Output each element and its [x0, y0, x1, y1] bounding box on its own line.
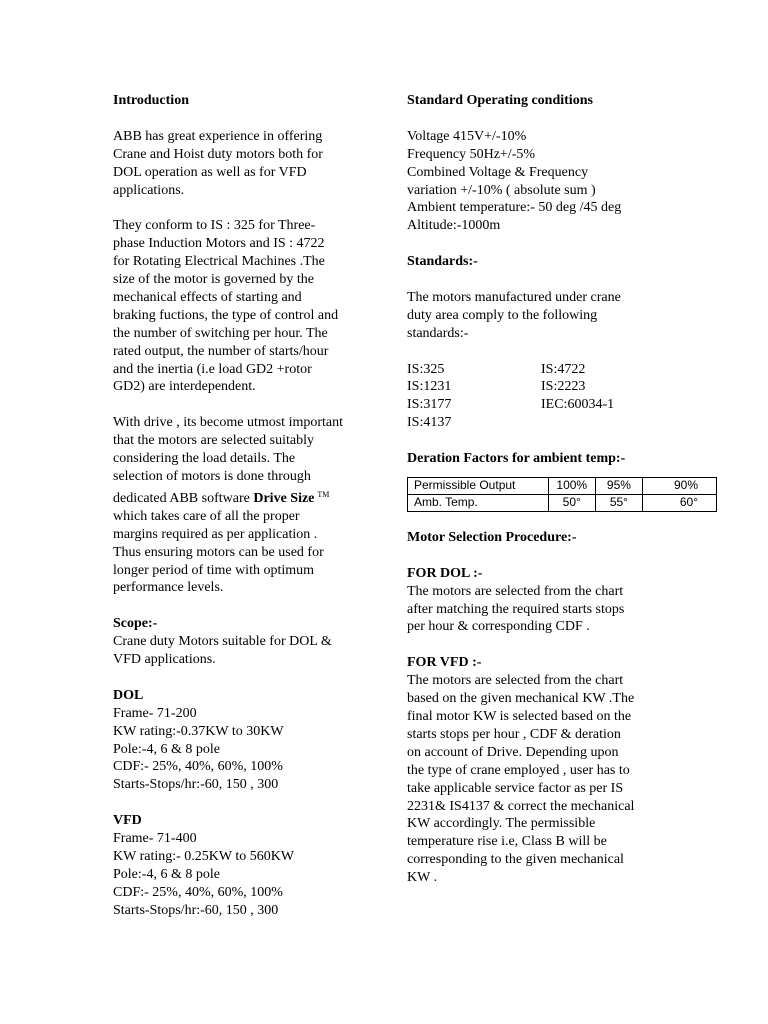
text-line: Combined Voltage & Frequency	[407, 164, 589, 180]
text-line: VFD applications.	[113, 652, 216, 668]
standard-item: IS:1231	[407, 379, 452, 395]
text-line: on account of Drive. Depending upon	[407, 744, 619, 760]
text-line: The motors are selected from the chart	[407, 673, 624, 689]
text-line: per hour & corresponding CDF .	[407, 619, 590, 635]
intro-paragraph-3	[113, 414, 378, 597]
text-line: Crane duty Motors suitable for DOL &	[113, 634, 332, 650]
text-line: performance levels.	[113, 580, 224, 596]
operating-conditions-heading: Standard Operating conditions	[407, 93, 593, 108]
for-vfd-text	[407, 672, 717, 887]
standard-item: IEC:60034-1	[541, 397, 615, 413]
text-line: variation +/-10% ( absolute sum )	[407, 182, 596, 198]
standards-intro	[407, 289, 717, 343]
text-line: which takes care of all the proper	[113, 508, 300, 524]
table-cell: 100%	[548, 477, 595, 494]
standard-item: IS:325	[407, 361, 445, 377]
left-column	[113, 92, 378, 920]
text-line: KW rating:-0.37KW to 30KW	[113, 723, 284, 739]
dol-specs	[113, 705, 378, 795]
text-line: They conform to IS : 325 for Three-	[113, 218, 316, 234]
right-column	[407, 92, 717, 887]
scope-heading: Scope:-	[113, 616, 158, 632]
scope-text	[113, 633, 378, 669]
text-line: the number of switching per hour. The	[113, 325, 328, 341]
motor-selection-heading: Motor Selection Procedure:-	[407, 529, 577, 545]
table-cell: 55°	[595, 494, 642, 511]
for-vfd-heading: FOR VFD :-	[407, 655, 482, 671]
drive-size-name: Drive Size	[253, 490, 315, 506]
text-line: final motor KW is selected based on the	[407, 708, 632, 724]
drive-size-line	[113, 491, 329, 506]
text-line: KW .	[407, 870, 438, 886]
text-line: KW accordingly. The permissible	[407, 816, 596, 832]
text-line: With drive , its become utmost important	[113, 415, 344, 431]
standard-item: IS:3177	[407, 397, 452, 413]
text-line: The motors manufactured under crane	[407, 289, 621, 305]
text-line: braking fuctions, the type of control and	[113, 307, 339, 323]
trademark-mark: TM	[317, 489, 330, 499]
text-line: Voltage 415V+/-10%	[407, 128, 527, 144]
text-line: corresponding to the given mechanical	[407, 852, 624, 868]
software-prefix: dedicated ABB software	[113, 490, 254, 506]
text-line: Altitude:-1000m	[407, 218, 501, 234]
text-line: size of the motor is governed by the	[113, 272, 315, 288]
text-line: GD2) are interdependent.	[113, 379, 256, 395]
vfd-specs	[113, 830, 378, 920]
operating-conditions-list	[407, 128, 717, 235]
text-line: duty area comply to the following	[407, 307, 598, 323]
text-line: and the inertia (i.e load GD2 +rotor	[113, 361, 312, 377]
text-line: considering the load details. The	[113, 451, 296, 467]
text-line: Frame- 71-200	[113, 705, 197, 721]
intro-paragraph-1	[113, 128, 378, 200]
text-line: Starts-Stops/hr:-60, 150 , 300	[113, 777, 279, 793]
text-line: CDF:- 25%, 40%, 60%, 100%	[113, 759, 283, 775]
text-line: mechanical effects of starting and	[113, 289, 302, 305]
text-line: ABB has great experience in offering	[113, 128, 323, 144]
text-line: standards:-	[407, 325, 469, 341]
table-cell: 50°	[548, 494, 595, 511]
text-line: KW rating:- 0.25KW to 560KW	[113, 848, 295, 864]
text-line: applications.	[113, 182, 185, 198]
standards-heading: Standards:-	[407, 254, 478, 270]
intro-paragraph-3-lines	[113, 415, 343, 484]
text-line: after matching the required starts stops	[407, 601, 625, 617]
intro-paragraph-2	[113, 217, 378, 396]
deration-heading: Deration Factors for ambient temp:-	[407, 451, 626, 467]
text-line: phase Induction Motors and IS : 4722	[113, 236, 325, 252]
table-row	[408, 477, 717, 494]
text-line: Ambient temperature:- 50 deg /45 deg	[407, 200, 622, 216]
text-line: Crane and Hoist duty motors both for	[113, 146, 323, 162]
text-line: based on the given mechanical KW .The	[407, 691, 635, 707]
table-row	[408, 494, 717, 511]
text-line: Frequency 50Hz+/-5%	[407, 146, 536, 162]
text-line: Thus ensuring motors can be used for	[113, 544, 324, 560]
text-line: Frame- 71-400	[113, 831, 197, 847]
table-cell-label: Permissible Output	[408, 477, 549, 494]
text-line: the type of crane employed , user has to	[407, 762, 630, 778]
standards-list	[407, 361, 717, 433]
standard-item: IS:4137	[407, 415, 452, 431]
text-line: that the motors are selected suitably	[113, 433, 314, 449]
text-line: take applicable service factor as per IS	[407, 780, 624, 796]
table-cell-label: Amb. Temp.	[408, 494, 549, 511]
table-cell: 95%	[595, 477, 642, 494]
text-line: Starts-Stops/hr:-60, 150 , 300	[113, 902, 279, 918]
text-line: Pole:-4, 6 & 8 pole	[113, 741, 220, 757]
dol-heading: DOL	[113, 687, 144, 703]
standard-item	[541, 414, 691, 432]
text-line: temperature rise i.e, Class B will be	[407, 834, 607, 850]
text-line: The motors are selected from the chart	[407, 583, 624, 599]
text-line: 2231& IS4137 & correct the mechanical	[407, 798, 635, 814]
introduction-heading: Introduction	[113, 93, 189, 108]
intro-paragraph-3-rest	[113, 509, 324, 596]
text-line: longer period of time with optimum	[113, 562, 315, 578]
text-line: DOL operation as well as for VFD	[113, 164, 307, 180]
vfd-heading: VFD	[113, 813, 142, 829]
standard-item: IS:4722	[541, 361, 586, 377]
deration-table	[407, 477, 717, 512]
standard-item: IS:2223	[541, 379, 586, 395]
for-dol-heading: FOR DOL :-	[407, 565, 483, 581]
text-line: Pole:-4, 6 & 8 pole	[113, 866, 220, 882]
table-cell: 90%	[643, 477, 717, 494]
text-line: CDF:- 25%, 40%, 60%, 100%	[113, 884, 283, 900]
text-line: starts stops per hour , CDF & deration	[407, 726, 621, 742]
text-line: selection of motors is done through	[113, 468, 311, 484]
text-line: margins required as per application .	[113, 526, 318, 542]
for-dol-text	[407, 583, 717, 637]
text-line: for Rotating Electrical Machines .The	[113, 254, 325, 270]
text-line: rated output, the number of starts/hour	[113, 343, 329, 359]
table-cell: 60°	[643, 494, 717, 511]
